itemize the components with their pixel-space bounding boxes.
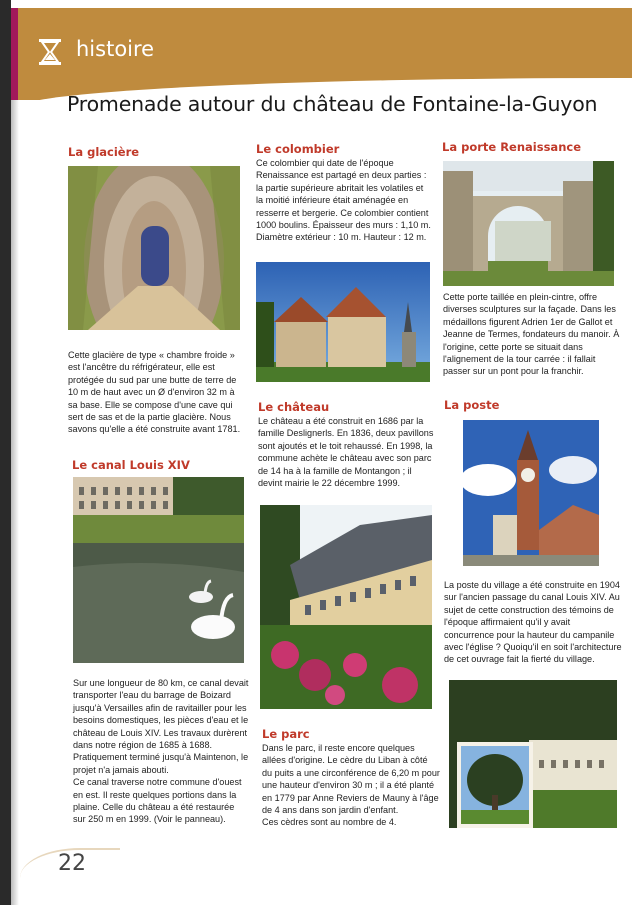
- heading-canal: Le canal Louis XIV: [72, 458, 190, 472]
- page-title: Promenade autour du château de Fontaine-la-Guyon: [67, 92, 598, 116]
- text-chateau: Le château a été construit en 1686 par la famille Deslignerls. En 1836, deux pavillons sont ajoutés et le toit rehaussé. En 1998, la commune achète le château avec son parc de 14 ha à la famille de Montangon ; il devint mairie le 22 décembre 1999.: [258, 416, 434, 489]
- heading-poste: La poste: [444, 398, 500, 412]
- photo-porte: [443, 161, 614, 286]
- text-colombier: Ce colombier qui date de l'époque Renaissance est partagé en deux parties : la partie supérieure abritait les volatiles et la moitié inférieure était aménagée en resserre et bergerie. Ce colombier contient 1000 boulins. Épaisseur des murs : 1,10 m. Diamètre extérieur : 10 m. Hauteur : 12 m.: [256, 158, 431, 243]
- binding-edge: [0, 0, 11, 905]
- heading-parc: Le parc: [262, 727, 310, 741]
- text-porte: Cette porte taillée en plein-cintre, offre diverses sculptures sur la façade. Dans les médaillons figurent Adrien 1er de Gallot et Jeanne de Termes, fondateurs du manoir. À l'origine, cette porte se situait dans l'alignement de la tour carrée : il fallait passer sur un pont pour la franchir.: [443, 292, 620, 377]
- hourglass-icon: [38, 38, 62, 66]
- accent-bar: [11, 8, 18, 100]
- photo-glaciere: [68, 166, 240, 330]
- page-number: 22: [58, 851, 86, 876]
- gutter-shadow: [11, 100, 19, 905]
- text-glaciere: Cette glacière de type « chambre froide » est l'ancêtre du réfrigérateur, elle est protégée du sud par une butte de terre de 10 m de haut avec un Ø d'environ 32 m à sa base. Elle se compose d'une cave qui sert de sas et de la partie glacière. Nous savons qu'elle a été construite avant 1781.: [68, 350, 241, 435]
- text-poste: La poste du village a été construite en 1904 sur l'ancien passage du canal Louis XIV. Au sujet de cette construction des témoins de l'époque affirmaient qu'il y avait concurrence pour la hauteur du campanile avec l'église ? Quoiqu'il en soit l'architecture de cet ouvrage fait la fierté du village.: [444, 580, 622, 665]
- photo-chateau: [260, 505, 432, 709]
- photo-colombier: [256, 262, 430, 382]
- heading-glaciere: La glacière: [68, 145, 140, 159]
- text-parc: Dans le parc, il reste encore quelques allées d'origine. Le cèdre du Liban à côté du puits a une circonférence de 6,20 m pour une hauteur d'environ 30 m ; il a été planté en 1779 par Anne Reviers de Mauny à l'âge de 4 ans dans son jardin d'enfant. Ces cèdres sont au nombre de 4.: [262, 743, 440, 828]
- section-label: histoire: [76, 37, 155, 61]
- photo-parc-cedre: [449, 680, 617, 828]
- heading-porte: La porte Renaissance: [442, 140, 581, 154]
- text-canal: Sur une longueur de 80 km, ce canal devait transporter l'eau du barrage de Boizard jusqu'à Versailles afin de ravitailler pour les besoins domestiques, les pièces d'eau et le château de Louis XIV. Les travaux durèrent dans notre région de 1685 à 1688. Pratiquement terminé jusqu'à Maintenon, le projet n'a jamais abouti. Ce canal traverse notre commune d'ouest en est. Il reste quelques portions dans la plaine. Celle du château a été restaurée sur 250 m en 1999. (Voir le panneau).: [73, 678, 249, 825]
- photo-canal: [73, 477, 244, 663]
- heading-chateau: Le château: [258, 400, 330, 414]
- heading-colombier: Le colombier: [256, 142, 340, 156]
- photo-poste: [463, 420, 599, 566]
